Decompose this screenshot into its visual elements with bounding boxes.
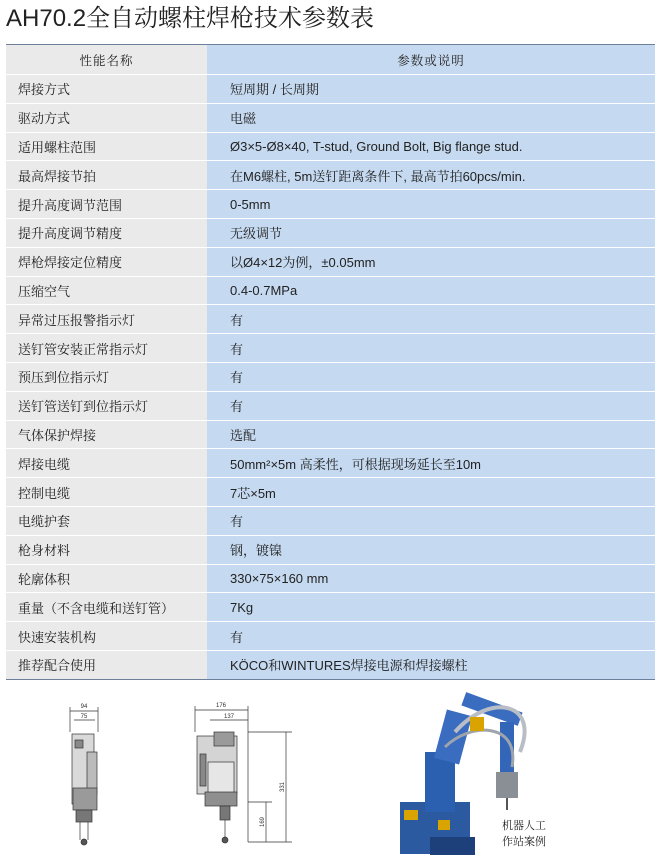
parameter-value: 有	[207, 363, 655, 391]
parameter-value: 无级调节	[207, 219, 655, 247]
parameter-name: 控制电缆	[6, 478, 207, 506]
photo-caption-line2: 作站案例	[502, 835, 546, 848]
parameter-name: 推荐配合使用	[6, 651, 207, 679]
table-row	[6, 277, 655, 306]
parameter-value: 50mm²×5m 高柔性，可根据现场延长至10m	[207, 449, 655, 477]
parameter-value: 有	[207, 622, 655, 650]
parameter-name: 焊接方式	[6, 75, 207, 103]
parameter-name: 压缩空气	[6, 277, 207, 305]
parameter-name: 适用螺柱范围	[6, 133, 207, 161]
parameter-name: 提升高度调节精度	[6, 219, 207, 247]
table-row	[6, 421, 655, 450]
parameter-name: 焊接电缆	[6, 449, 207, 477]
table-row	[6, 565, 655, 594]
header-parameter-value: 参数或说明	[207, 45, 655, 74]
parameter-value: 选配	[207, 421, 655, 449]
parameter-value: 短周期 / 长周期	[207, 75, 655, 103]
parameter-name: 预压到位指示灯	[6, 363, 207, 391]
front-view-drawing	[70, 707, 98, 845]
parameter-value: 钢，镀镍	[207, 536, 655, 564]
parameter-name: 焊枪焊接定位精度	[6, 248, 207, 276]
parameter-name: 最高焊接节拍	[6, 161, 207, 189]
parameter-value: 在M6螺柱, 5m送钉距离条件下, 最高节拍60pcs/min.	[207, 161, 655, 189]
parameter-value: 有	[207, 507, 655, 535]
parameter-value: 有	[207, 305, 655, 333]
page-title: AH70.2全自动螺柱焊枪技术参数表	[6, 5, 375, 32]
parameter-name: 气体保护焊接	[6, 421, 207, 449]
table-row	[6, 305, 655, 334]
parameter-name: 枪身材料	[6, 536, 207, 564]
parameter-value: Ø3×5-Ø8×40, T-stud, Ground Bolt, Big flange stud.	[207, 133, 655, 161]
parameter-name: 送钉管送钉到位指示灯	[6, 392, 207, 420]
table-row	[6, 507, 655, 536]
parameter-name: 重量（不含电缆和送钉管）	[6, 593, 207, 621]
parameter-name: 电缆护套	[6, 507, 207, 535]
parameter-value: 7Kg	[207, 593, 655, 621]
parameter-value: 有	[207, 392, 655, 420]
side-dim-lower: 169	[260, 816, 266, 828]
parameter-value: 0-5mm	[207, 190, 655, 218]
parameter-value: 有	[207, 334, 655, 362]
table-row	[6, 392, 655, 421]
header-parameter-name: 性能名称	[6, 45, 207, 74]
table-row	[6, 104, 655, 133]
table-row	[6, 478, 655, 507]
table-row	[6, 593, 655, 622]
parameter-value: 电磁	[207, 104, 655, 132]
parameter-name: 异常过压报警指示灯	[6, 305, 207, 333]
parameter-value: 7芯×5m	[207, 478, 655, 506]
table-row	[6, 363, 655, 392]
parameter-name: 驱动方式	[6, 104, 207, 132]
side-dim-top: 176	[215, 703, 227, 709]
spec-table	[6, 44, 655, 680]
parameter-name: 提升高度调节范围	[6, 190, 207, 218]
table-header-row	[6, 45, 655, 75]
table-row	[6, 536, 655, 565]
parameter-name: 快速安装机构	[6, 622, 207, 650]
parameter-value: 0.4-0.7MPa	[207, 277, 655, 305]
parameter-name: 送钉管安装正常指示灯	[6, 334, 207, 362]
table-row	[6, 622, 655, 651]
product-illustrations	[0, 692, 664, 859]
table-row	[6, 161, 655, 190]
side-dim-inner: 137	[223, 714, 235, 720]
side-view-drawing	[195, 706, 292, 843]
photo-caption-line1: 机器人工	[502, 819, 546, 832]
table-row	[6, 219, 655, 248]
front-dim-top: 94	[80, 704, 88, 710]
table-row	[6, 334, 655, 363]
table-row	[6, 248, 655, 277]
table-row	[6, 75, 655, 104]
parameter-value: KÖCO和WINTURES焊接电源和焊接螺柱	[207, 651, 655, 679]
parameter-name: 轮廓体积	[6, 565, 207, 593]
table-row	[6, 190, 655, 219]
parameter-value: 330×75×160 mm	[207, 565, 655, 593]
front-dim-inner: 75	[80, 714, 88, 720]
table-row	[6, 651, 655, 680]
side-dim-height: 331	[280, 781, 286, 793]
table-row	[6, 133, 655, 162]
table-row	[6, 449, 655, 478]
parameter-value: 以Ø4×12为例，±0.05mm	[207, 248, 655, 276]
